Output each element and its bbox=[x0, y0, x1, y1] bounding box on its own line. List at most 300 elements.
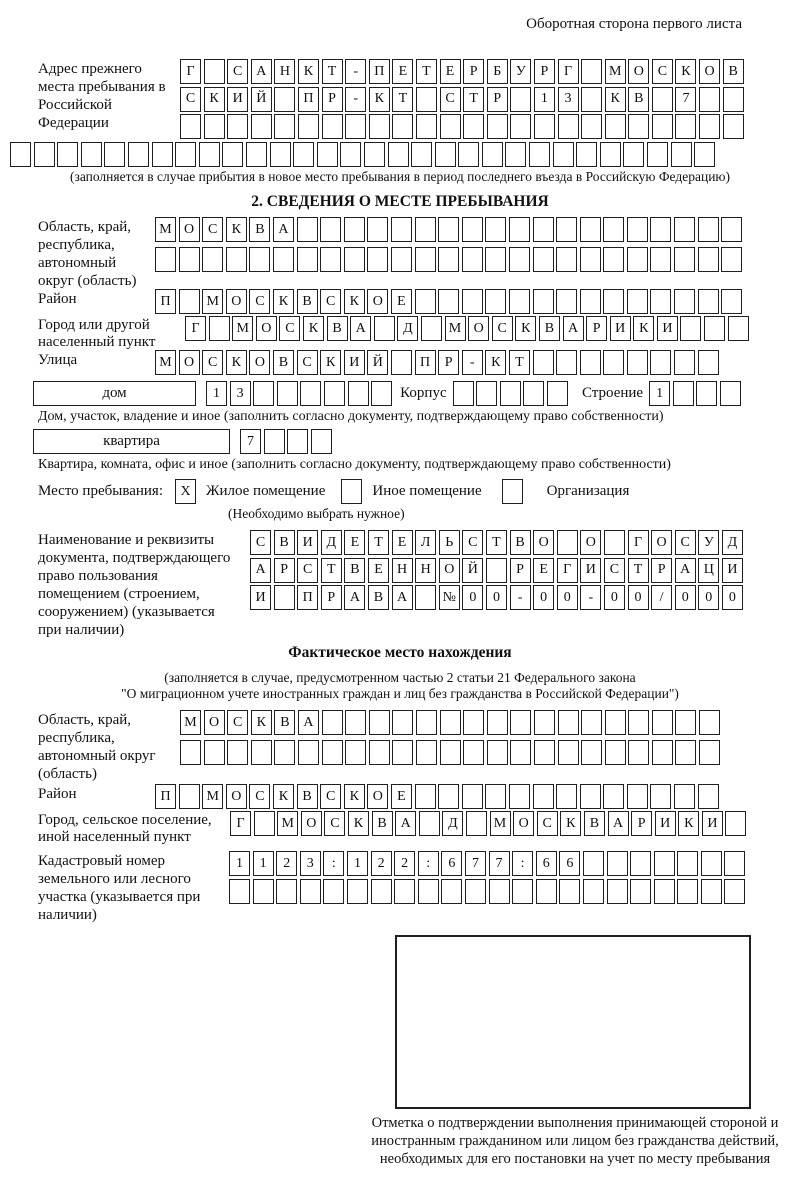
char-box[interactable] bbox=[721, 217, 742, 242]
char-box[interactable] bbox=[512, 879, 533, 904]
char-box[interactable]: У bbox=[698, 530, 719, 555]
char-box[interactable] bbox=[553, 142, 574, 167]
char-box[interactable] bbox=[463, 740, 484, 765]
char-box[interactable]: Е bbox=[391, 784, 412, 809]
char-box[interactable]: О bbox=[651, 530, 672, 555]
char-box[interactable] bbox=[369, 114, 390, 139]
char-box[interactable] bbox=[673, 381, 694, 406]
char-box[interactable]: - bbox=[345, 87, 366, 112]
char-box[interactable]: К bbox=[298, 59, 319, 84]
char-box[interactable] bbox=[628, 114, 649, 139]
char-box[interactable] bbox=[297, 247, 318, 272]
char-box[interactable]: К bbox=[348, 811, 369, 836]
char-box[interactable]: 7 bbox=[489, 851, 510, 876]
char-box[interactable] bbox=[462, 289, 483, 314]
char-box[interactable]: 7 bbox=[240, 429, 261, 454]
char-box[interactable]: А bbox=[344, 585, 365, 610]
char-box[interactable] bbox=[364, 142, 385, 167]
char-box[interactable]: Й bbox=[251, 87, 272, 112]
char-box[interactable] bbox=[529, 142, 550, 167]
char-box[interactable] bbox=[392, 114, 413, 139]
char-box[interactable] bbox=[696, 381, 717, 406]
char-box[interactable]: Ь bbox=[439, 530, 460, 555]
char-box[interactable]: Т bbox=[463, 87, 484, 112]
char-box[interactable] bbox=[500, 381, 521, 406]
char-box[interactable] bbox=[604, 530, 625, 555]
char-box[interactable] bbox=[647, 142, 668, 167]
char-box[interactable] bbox=[650, 289, 671, 314]
char-box[interactable]: 2 bbox=[394, 851, 415, 876]
char-box[interactable]: М bbox=[277, 811, 298, 836]
char-box[interactable] bbox=[627, 247, 648, 272]
char-box[interactable] bbox=[128, 142, 149, 167]
char-box[interactable]: 7 bbox=[675, 87, 696, 112]
char-box[interactable]: О bbox=[367, 784, 388, 809]
char-box[interactable] bbox=[581, 114, 602, 139]
char-box[interactable] bbox=[559, 879, 580, 904]
char-box[interactable] bbox=[580, 217, 601, 242]
char-box[interactable] bbox=[466, 811, 487, 836]
char-box[interactable] bbox=[558, 710, 579, 735]
char-box[interactable] bbox=[699, 710, 720, 735]
char-box[interactable] bbox=[580, 247, 601, 272]
char-box[interactable]: № bbox=[439, 585, 460, 610]
char-box[interactable] bbox=[392, 710, 413, 735]
char-box[interactable] bbox=[264, 429, 285, 454]
char-box[interactable]: О bbox=[468, 316, 489, 341]
char-box[interactable]: С bbox=[227, 59, 248, 84]
char-box[interactable]: Й bbox=[367, 350, 388, 375]
char-box[interactable] bbox=[674, 784, 695, 809]
char-box[interactable] bbox=[476, 381, 497, 406]
char-box[interactable] bbox=[581, 710, 602, 735]
char-box[interactable] bbox=[274, 114, 295, 139]
char-box[interactable]: О bbox=[301, 811, 322, 836]
char-box[interactable] bbox=[229, 879, 250, 904]
char-box[interactable]: И bbox=[344, 350, 365, 375]
char-box[interactable] bbox=[487, 710, 508, 735]
char-box[interactable] bbox=[209, 316, 230, 341]
char-box[interactable]: К bbox=[303, 316, 324, 341]
char-box[interactable]: 3 bbox=[558, 87, 579, 112]
char-box[interactable]: К bbox=[251, 710, 272, 735]
char-box[interactable] bbox=[581, 59, 602, 84]
char-box[interactable]: В bbox=[344, 558, 365, 583]
char-box[interactable] bbox=[227, 114, 248, 139]
char-box[interactable] bbox=[699, 740, 720, 765]
char-box[interactable]: М bbox=[180, 710, 201, 735]
char-box[interactable] bbox=[485, 217, 506, 242]
char-box[interactable] bbox=[438, 247, 459, 272]
char-box[interactable] bbox=[699, 114, 720, 139]
char-box[interactable]: Т bbox=[509, 350, 530, 375]
char-box[interactable] bbox=[416, 114, 437, 139]
char-box[interactable] bbox=[415, 784, 436, 809]
char-box[interactable] bbox=[652, 87, 673, 112]
char-box[interactable]: И bbox=[227, 87, 248, 112]
char-box[interactable] bbox=[462, 784, 483, 809]
char-box[interactable] bbox=[344, 247, 365, 272]
char-box[interactable] bbox=[630, 851, 651, 876]
char-box[interactable] bbox=[347, 879, 368, 904]
char-box[interactable]: 1 bbox=[253, 851, 274, 876]
char-box[interactable] bbox=[605, 740, 626, 765]
char-box[interactable] bbox=[509, 247, 530, 272]
char-box[interactable]: П bbox=[297, 585, 318, 610]
char-box[interactable] bbox=[674, 247, 695, 272]
char-box[interactable]: Г bbox=[230, 811, 251, 836]
char-box[interactable]: С bbox=[249, 784, 270, 809]
char-box[interactable] bbox=[675, 740, 696, 765]
char-box[interactable]: 6 bbox=[536, 851, 557, 876]
char-box[interactable]: 3 bbox=[300, 851, 321, 876]
char-box[interactable] bbox=[485, 247, 506, 272]
char-box[interactable]: Р bbox=[463, 59, 484, 84]
char-box[interactable] bbox=[671, 142, 692, 167]
char-box[interactable]: С bbox=[675, 530, 696, 555]
char-box[interactable] bbox=[345, 710, 366, 735]
char-box[interactable]: С bbox=[320, 784, 341, 809]
char-box[interactable] bbox=[419, 811, 440, 836]
char-box[interactable] bbox=[416, 87, 437, 112]
char-box[interactable] bbox=[411, 142, 432, 167]
char-box[interactable]: О bbox=[513, 811, 534, 836]
char-box[interactable] bbox=[462, 217, 483, 242]
char-box[interactable] bbox=[57, 142, 78, 167]
char-box[interactable] bbox=[580, 289, 601, 314]
char-box[interactable]: С bbox=[537, 811, 558, 836]
char-box[interactable]: Ц bbox=[698, 558, 719, 583]
char-box[interactable]: М bbox=[232, 316, 253, 341]
char-box[interactable]: - bbox=[345, 59, 366, 84]
char-box[interactable] bbox=[723, 114, 744, 139]
char-box[interactable]: 2 bbox=[276, 851, 297, 876]
char-box[interactable]: Н bbox=[415, 558, 436, 583]
char-box[interactable]: К bbox=[226, 217, 247, 242]
char-box[interactable]: Е bbox=[391, 289, 412, 314]
char-box[interactable] bbox=[322, 740, 343, 765]
char-box[interactable]: Г bbox=[557, 558, 578, 583]
char-box[interactable]: У bbox=[510, 59, 531, 84]
char-box[interactable] bbox=[440, 114, 461, 139]
char-box[interactable]: : bbox=[512, 851, 533, 876]
char-box[interactable] bbox=[485, 289, 506, 314]
char-box[interactable]: М bbox=[490, 811, 511, 836]
char-box[interactable] bbox=[652, 114, 673, 139]
char-box[interactable] bbox=[523, 381, 544, 406]
char-box[interactable]: 0 bbox=[462, 585, 483, 610]
char-box[interactable] bbox=[463, 710, 484, 735]
char-box[interactable] bbox=[510, 710, 531, 735]
char-box[interactable]: 0 bbox=[557, 585, 578, 610]
char-box[interactable]: И bbox=[250, 585, 271, 610]
char-box[interactable] bbox=[704, 316, 725, 341]
char-box[interactable]: Е bbox=[344, 530, 365, 555]
char-box[interactable] bbox=[605, 710, 626, 735]
char-box[interactable]: О bbox=[204, 710, 225, 735]
char-box[interactable] bbox=[438, 784, 459, 809]
char-box[interactable]: 1 bbox=[206, 381, 227, 406]
char-box[interactable]: А bbox=[392, 585, 413, 610]
char-box[interactable] bbox=[463, 114, 484, 139]
char-box[interactable] bbox=[274, 585, 295, 610]
char-box[interactable]: Г bbox=[558, 59, 579, 84]
char-box[interactable]: С bbox=[492, 316, 513, 341]
char-box[interactable] bbox=[650, 784, 671, 809]
char-box[interactable]: Г bbox=[180, 59, 201, 84]
char-box[interactable]: С bbox=[297, 350, 318, 375]
char-box[interactable] bbox=[576, 142, 597, 167]
char-box[interactable]: 7 bbox=[465, 851, 486, 876]
char-box[interactable]: 1 bbox=[649, 381, 670, 406]
char-box[interactable] bbox=[487, 114, 508, 139]
char-box[interactable] bbox=[680, 316, 701, 341]
char-box[interactable]: - bbox=[510, 585, 531, 610]
char-box[interactable]: Р bbox=[510, 558, 531, 583]
char-box[interactable] bbox=[556, 217, 577, 242]
char-box[interactable] bbox=[674, 350, 695, 375]
char-box[interactable]: М bbox=[202, 784, 223, 809]
char-box[interactable]: Е bbox=[392, 530, 413, 555]
char-box[interactable]: К bbox=[675, 59, 696, 84]
char-box[interactable]: С bbox=[297, 558, 318, 583]
char-box[interactable]: П bbox=[298, 87, 319, 112]
char-box[interactable] bbox=[253, 879, 274, 904]
char-box[interactable] bbox=[274, 740, 295, 765]
char-box[interactable] bbox=[367, 247, 388, 272]
char-box[interactable]: В bbox=[584, 811, 605, 836]
char-box[interactable]: О bbox=[256, 316, 277, 341]
char-box[interactable]: К bbox=[678, 811, 699, 836]
char-box[interactable] bbox=[204, 114, 225, 139]
char-box[interactable] bbox=[605, 114, 626, 139]
char-box[interactable]: М bbox=[202, 289, 223, 314]
char-box[interactable] bbox=[652, 740, 673, 765]
char-box[interactable] bbox=[180, 114, 201, 139]
char-box[interactable] bbox=[510, 740, 531, 765]
char-box[interactable]: В bbox=[274, 530, 295, 555]
char-box[interactable]: Е bbox=[533, 558, 554, 583]
char-box[interactable]: И bbox=[297, 530, 318, 555]
char-box[interactable]: К bbox=[605, 87, 626, 112]
char-box[interactable] bbox=[287, 429, 308, 454]
char-box[interactable] bbox=[533, 350, 554, 375]
char-box[interactable] bbox=[607, 879, 628, 904]
char-box[interactable]: С bbox=[202, 350, 223, 375]
char-box[interactable] bbox=[226, 247, 247, 272]
char-box[interactable]: Р bbox=[321, 585, 342, 610]
char-box[interactable] bbox=[392, 740, 413, 765]
char-box[interactable] bbox=[482, 142, 503, 167]
char-box[interactable]: С bbox=[462, 530, 483, 555]
char-box[interactable] bbox=[580, 350, 601, 375]
char-box[interactable] bbox=[674, 289, 695, 314]
char-box[interactable] bbox=[701, 879, 722, 904]
char-box[interactable]: С bbox=[652, 59, 673, 84]
char-box[interactable]: В bbox=[539, 316, 560, 341]
char-box[interactable] bbox=[274, 87, 295, 112]
char-box[interactable] bbox=[10, 142, 31, 167]
char-box[interactable] bbox=[322, 114, 343, 139]
char-box[interactable] bbox=[509, 784, 530, 809]
char-box[interactable] bbox=[438, 217, 459, 242]
char-box[interactable]: В bbox=[368, 585, 389, 610]
char-box[interactable] bbox=[391, 247, 412, 272]
char-box[interactable]: Е bbox=[440, 59, 461, 84]
char-box[interactable] bbox=[465, 879, 486, 904]
char-box[interactable] bbox=[246, 142, 267, 167]
char-box[interactable] bbox=[698, 217, 719, 242]
char-box[interactable]: А bbox=[608, 811, 629, 836]
char-box[interactable] bbox=[556, 247, 577, 272]
char-box[interactable] bbox=[509, 217, 530, 242]
char-box[interactable]: О bbox=[367, 289, 388, 314]
char-box[interactable] bbox=[254, 811, 275, 836]
char-box[interactable] bbox=[324, 381, 345, 406]
char-box[interactable]: О bbox=[628, 59, 649, 84]
char-box[interactable]: Т bbox=[368, 530, 389, 555]
char-box[interactable] bbox=[600, 142, 621, 167]
char-box[interactable] bbox=[558, 740, 579, 765]
char-box[interactable]: И bbox=[655, 811, 676, 836]
char-box[interactable] bbox=[199, 142, 220, 167]
confirmation-mark-box[interactable] bbox=[395, 935, 751, 1109]
char-box[interactable]: О bbox=[439, 558, 460, 583]
char-box[interactable]: О bbox=[249, 350, 270, 375]
char-box[interactable]: Р bbox=[651, 558, 672, 583]
char-box[interactable] bbox=[721, 247, 742, 272]
char-box[interactable]: К bbox=[369, 87, 390, 112]
char-box[interactable]: П bbox=[369, 59, 390, 84]
char-box[interactable] bbox=[415, 289, 436, 314]
char-box[interactable] bbox=[485, 784, 506, 809]
char-box[interactable]: Б bbox=[487, 59, 508, 84]
char-box[interactable]: 1 bbox=[534, 87, 555, 112]
char-box[interactable]: 0 bbox=[486, 585, 507, 610]
char-box[interactable]: 0 bbox=[628, 585, 649, 610]
apartment-labelbox[interactable]: квартира bbox=[33, 429, 230, 454]
char-box[interactable]: О bbox=[699, 59, 720, 84]
char-box[interactable] bbox=[654, 879, 675, 904]
char-box[interactable] bbox=[458, 142, 479, 167]
char-box[interactable] bbox=[369, 710, 390, 735]
char-box[interactable]: В bbox=[628, 87, 649, 112]
char-box[interactable] bbox=[603, 217, 624, 242]
char-box[interactable] bbox=[391, 217, 412, 242]
char-box[interactable]: В bbox=[249, 217, 270, 242]
char-box[interactable] bbox=[416, 710, 437, 735]
char-box[interactable] bbox=[394, 879, 415, 904]
char-box[interactable]: Т bbox=[392, 87, 413, 112]
char-box[interactable] bbox=[581, 87, 602, 112]
char-box[interactable] bbox=[320, 217, 341, 242]
char-box[interactable]: О bbox=[226, 784, 247, 809]
char-box[interactable] bbox=[253, 381, 274, 406]
char-box[interactable] bbox=[317, 142, 338, 167]
char-box[interactable]: 2 bbox=[371, 851, 392, 876]
char-box[interactable] bbox=[698, 350, 719, 375]
char-box[interactable] bbox=[251, 114, 272, 139]
char-box[interactable]: В bbox=[510, 530, 531, 555]
char-box[interactable] bbox=[583, 851, 604, 876]
char-box[interactable] bbox=[152, 142, 173, 167]
char-box[interactable]: В bbox=[274, 710, 295, 735]
char-box[interactable]: М bbox=[155, 350, 176, 375]
char-box[interactable] bbox=[323, 879, 344, 904]
char-box[interactable]: А bbox=[675, 558, 696, 583]
char-box[interactable]: П bbox=[415, 350, 436, 375]
char-box[interactable]: С bbox=[227, 710, 248, 735]
char-box[interactable] bbox=[277, 381, 298, 406]
char-box[interactable] bbox=[298, 740, 319, 765]
char-box[interactable] bbox=[650, 247, 671, 272]
char-box[interactable]: К bbox=[226, 350, 247, 375]
char-box[interactable]: В bbox=[273, 350, 294, 375]
char-box[interactable] bbox=[175, 142, 196, 167]
char-box[interactable] bbox=[623, 142, 644, 167]
char-box[interactable]: А bbox=[395, 811, 416, 836]
char-box[interactable] bbox=[486, 558, 507, 583]
char-box[interactable] bbox=[652, 710, 673, 735]
char-box[interactable] bbox=[371, 879, 392, 904]
char-box[interactable] bbox=[725, 811, 746, 836]
char-box[interactable]: П bbox=[155, 784, 176, 809]
char-box[interactable]: : bbox=[323, 851, 344, 876]
char-box[interactable] bbox=[510, 114, 531, 139]
char-box[interactable]: К bbox=[344, 289, 365, 314]
char-box[interactable]: А bbox=[298, 710, 319, 735]
char-box[interactable]: Р bbox=[631, 811, 652, 836]
char-box[interactable]: М bbox=[605, 59, 626, 84]
char-box[interactable]: Й bbox=[462, 558, 483, 583]
char-box[interactable] bbox=[388, 142, 409, 167]
char-box[interactable]: С bbox=[202, 217, 223, 242]
char-box[interactable] bbox=[489, 879, 510, 904]
char-box[interactable] bbox=[533, 217, 554, 242]
char-box[interactable] bbox=[179, 289, 200, 314]
char-box[interactable] bbox=[435, 142, 456, 167]
char-box[interactable]: В bbox=[372, 811, 393, 836]
char-box[interactable] bbox=[179, 784, 200, 809]
char-box[interactable] bbox=[701, 851, 722, 876]
char-box[interactable] bbox=[627, 784, 648, 809]
char-box[interactable] bbox=[628, 710, 649, 735]
char-box[interactable] bbox=[674, 217, 695, 242]
char-box[interactable]: Р bbox=[534, 59, 555, 84]
char-box[interactable] bbox=[415, 585, 436, 610]
char-box[interactable]: И bbox=[702, 811, 723, 836]
char-box[interactable]: Г bbox=[185, 316, 206, 341]
char-box[interactable] bbox=[534, 710, 555, 735]
char-box[interactable] bbox=[603, 784, 624, 809]
char-box[interactable]: Р bbox=[322, 87, 343, 112]
char-box[interactable]: Д bbox=[722, 530, 743, 555]
char-box[interactable] bbox=[557, 530, 578, 555]
char-box[interactable] bbox=[650, 217, 671, 242]
char-box[interactable]: В bbox=[297, 289, 318, 314]
char-box[interactable] bbox=[322, 710, 343, 735]
char-box[interactable] bbox=[728, 316, 749, 341]
char-box[interactable]: О bbox=[226, 289, 247, 314]
char-box[interactable] bbox=[441, 879, 462, 904]
char-box[interactable]: Т bbox=[322, 59, 343, 84]
char-box[interactable] bbox=[204, 740, 225, 765]
char-box[interactable] bbox=[533, 247, 554, 272]
char-box[interactable]: К bbox=[485, 350, 506, 375]
char-box[interactable]: С bbox=[320, 289, 341, 314]
char-box[interactable] bbox=[300, 381, 321, 406]
char-box[interactable] bbox=[311, 429, 332, 454]
